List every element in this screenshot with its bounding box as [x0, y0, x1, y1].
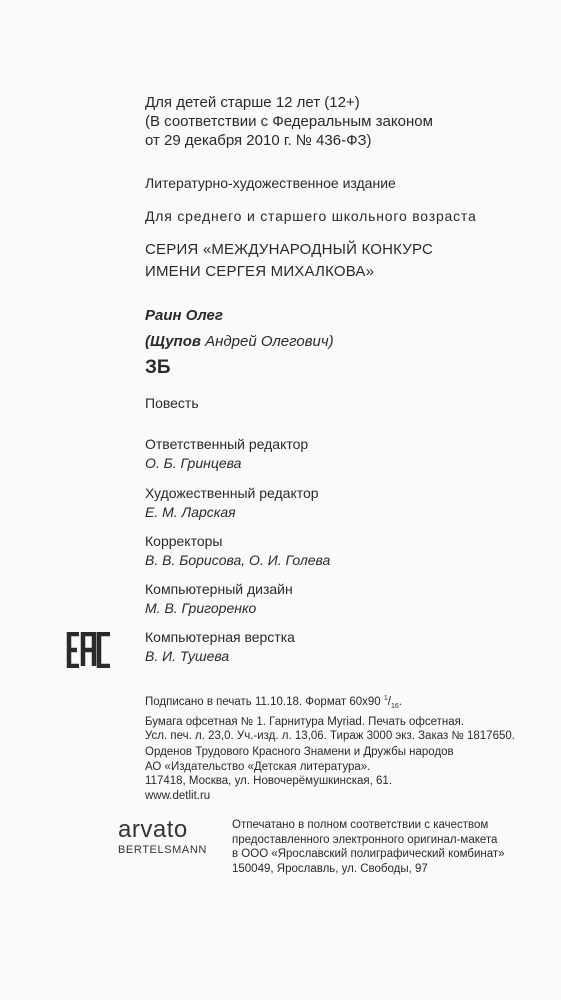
print-info-line: Усл. печ. л. 23,0. Уч.-изд. л. 13,06. Тираж 3000 экз. Заказ № 1817650. — [145, 730, 515, 743]
series-line: ИМЕНИ СЕРГЕЯ МИХАЛКОВА» — [145, 263, 375, 280]
print-info-line: Бумага офсетная № 1. Гарнитура Myriad. Печать офсетная. — [145, 715, 465, 728]
series — [145, 239, 433, 283]
format-fraction-denominator: 16 — [390, 703, 399, 711]
credit-name: В. В. Борисова, О. И. Голева — [145, 552, 331, 568]
genre: Повесть — [145, 395, 199, 411]
author — [145, 303, 334, 355]
author-real-rest: Андрей Олегович) — [200, 333, 334, 350]
credit-block — [145, 435, 308, 473]
book-title: ЗБ — [145, 357, 171, 378]
publisher-line: Орденов Трудового Красного Знамени и Дружбы народов — [145, 746, 454, 758]
publisher-line: 117418, Москва, ул. Новочерёмушкинская, 61. — [145, 775, 393, 787]
printer-note — [232, 818, 505, 876]
credit-name: О. Б. Гринцева — [145, 455, 242, 471]
credit-role: Корректоры — [145, 533, 223, 549]
format-fraction-numerator: 1 — [383, 695, 388, 702]
printer-note-line: предоставленного электронного оригинал-макета — [232, 833, 498, 846]
publisher-info — [145, 745, 454, 803]
credit-block — [145, 580, 293, 618]
credit-role: Компьютерная верстка — [145, 629, 295, 645]
printer-note-line: 150049, Ярославль, ул. Свободы, 97 — [232, 862, 428, 875]
credit-block — [145, 628, 295, 666]
credit-role: Компьютерный дизайн — [145, 581, 293, 597]
age-notice-line: Для детей старше 12 лет (12+) — [145, 94, 360, 111]
author-real-open: ( — [145, 333, 150, 350]
print-info-period: . — [398, 695, 402, 708]
credit-role: Ответственный редактор — [145, 436, 309, 452]
printer-note-line: в ООО «Ярославский полиграфический комбинат» — [232, 848, 505, 860]
eac-certification-icon — [66, 632, 114, 668]
credit-name: М. В. Григоренко — [145, 600, 257, 616]
edition-type: Литературно-художественное издание — [145, 175, 396, 191]
arvato-logo-sub: BERTELSMANN — [118, 844, 207, 856]
print-info-line — [145, 692, 515, 715]
series-line: СЕРИЯ «МЕЖДУНАРОДНЫЙ КОНКУРС — [145, 241, 434, 258]
printer-note-line: Отпечатано в полном соответствии с качеством — [232, 819, 489, 831]
age-notice-line: (В соответствии с Федеральным законом — [145, 113, 433, 130]
author-pen-name: Раин Олег — [145, 307, 223, 324]
age-notice-line: от 29 декабря 2010 г. № 436-ФЗ) — [145, 132, 372, 149]
credit-role: Художественный редактор — [145, 485, 319, 501]
author-real-surname: Щупов — [150, 333, 201, 350]
format-fraction-slash: / — [387, 695, 391, 708]
credit-name: Е. М. Ларская — [145, 504, 236, 520]
arvato-logo-name: arvato — [118, 816, 188, 843]
audience: Для среднего и старшего школьного возраста — [145, 208, 477, 224]
credit-name: В. И. Тушева — [145, 648, 230, 664]
credit-block — [145, 532, 330, 570]
publisher-line: АО «Издательство «Детская литература». — [145, 760, 371, 773]
credit-block — [145, 484, 319, 522]
print-info — [145, 692, 515, 744]
arvato-logo — [118, 817, 226, 857]
publisher-website: www.detlit.ru — [145, 789, 211, 802]
author-real-name — [145, 329, 334, 355]
age-notice — [145, 93, 433, 150]
print-info-format: Подписано в печать 11.10.18. Формат 60х90 — [145, 695, 384, 708]
